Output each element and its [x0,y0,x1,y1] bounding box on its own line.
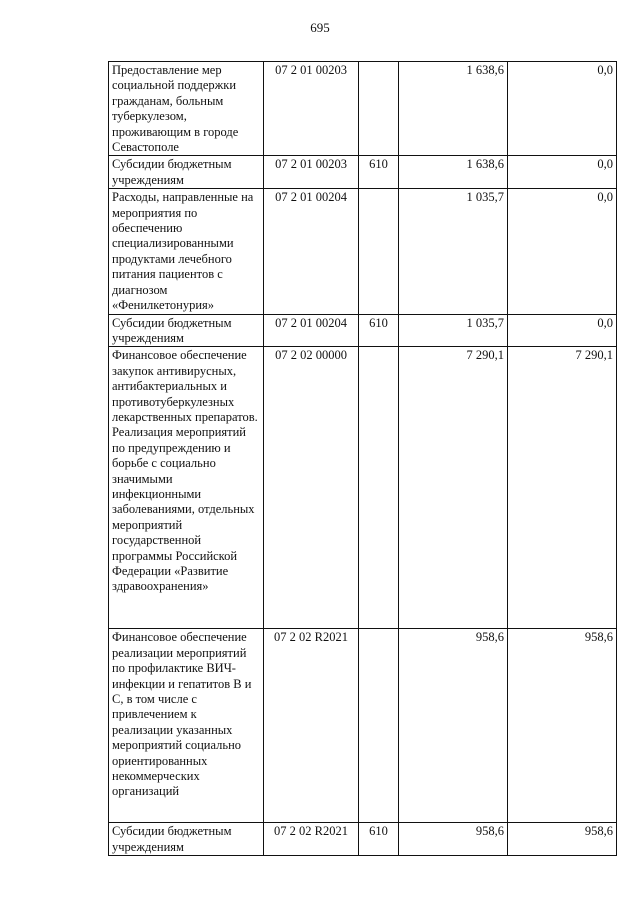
row-type: 610 [359,156,399,189]
page-number: 695 [310,20,330,35]
table-row [109,62,617,156]
table-row [109,189,617,314]
row-value-1: 1 638,6 [399,156,508,189]
row-type [359,629,399,823]
row-code: 07 2 01 00203 [264,62,359,156]
table-row [109,823,617,856]
row-value-1: 1 638,6 [399,62,508,156]
row-value-2: 0,0 [508,62,617,156]
table-row [109,314,617,347]
row-name: Субсидии бюджетным учреждениям [109,314,264,347]
row-code: 07 2 01 00203 [264,156,359,189]
row-code: 07 2 01 00204 [264,314,359,347]
row-value-2: 0,0 [508,156,617,189]
row-type [359,347,399,629]
row-code: 07 2 02 R2021 [264,823,359,856]
row-value-2: 7 290,1 [508,347,617,629]
table-row [109,629,617,823]
row-code: 07 2 01 00204 [264,189,359,314]
budget-table [108,61,617,856]
row-name: Расходы, направленные на мероприятия по обеспечению специализированными продуктами лечебного питания пациентов с диагнозом «Фенилкетонурия» [109,189,264,314]
row-type: 610 [359,314,399,347]
row-value-2: 0,0 [508,314,617,347]
row-value-2: 958,6 [508,823,617,856]
row-type: 610 [359,823,399,856]
row-name: Субсидии бюджетным учреждениям [109,156,264,189]
row-value-1: 1 035,7 [399,314,508,347]
row-value-2: 958,6 [508,629,617,823]
row-name: Финансовое обеспечение закупок антивирусных, антибактериальных и противотуберкулезных лекарственных препаратов. Реализация мероприятий по предупреждению и борьбе с социально значимыми инфекционными заболеваниями, отдельных мероприятий государственной программы Российской Федерации «Развитие здравоохранения» [109,347,264,629]
row-value-2: 0,0 [508,189,617,314]
table-row [109,347,617,629]
row-value-1: 7 290,1 [399,347,508,629]
row-name: Предоставление мер социальной поддержки гражданам, больным туберкулезом, проживающим в городе Севастополе [109,62,264,156]
table-row [109,156,617,189]
row-code: 07 2 02 00000 [264,347,359,629]
row-name: Финансовое обеспечение реализации мероприятий по профилактике ВИЧ-инфекции и гепатитов В и С, в том числе с привлечением к реализации указанных мероприятий социально ориентированных некоммерческих организаций [109,629,264,823]
row-value-1: 958,6 [399,823,508,856]
row-code: 07 2 02 R2021 [264,629,359,823]
row-value-1: 958,6 [399,629,508,823]
row-value-1: 1 035,7 [399,189,508,314]
row-type [359,189,399,314]
row-name: Субсидии бюджетным учреждениям [109,823,264,856]
row-type [359,62,399,156]
